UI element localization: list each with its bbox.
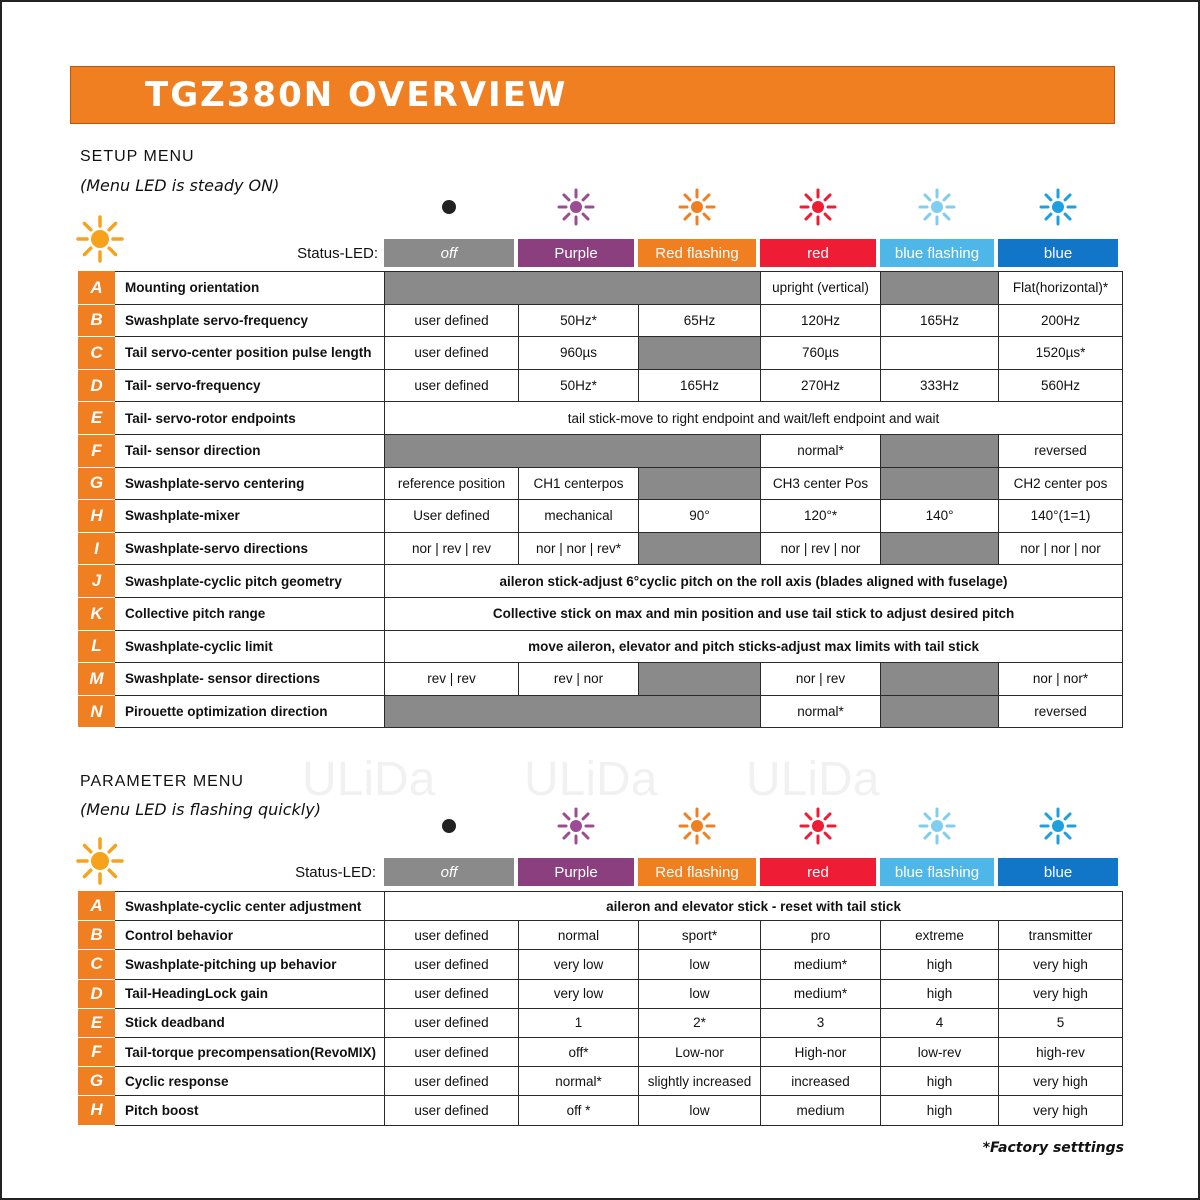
orange-led-icon [677,187,717,227]
led-header-red: red [760,858,876,886]
row-letter: E [79,1008,115,1037]
value-cell: pro [761,921,881,950]
table-row [79,630,1123,663]
value-cell: nor | nor | rev* [519,532,639,565]
table-row [79,1096,1123,1125]
watermark: ULiDa [746,753,880,806]
row-name: Swashplate- sensor directions [115,663,385,696]
value-cell: user defined [385,979,519,1008]
row-letter: E [79,402,115,435]
value-cell: low [639,950,761,979]
value-cell: normal* [519,1067,639,1096]
value-cell: slightly increased [639,1067,761,1096]
parameter-menu-title: PARAMETER MENU [80,773,244,790]
parameter-menu-table [78,891,1123,1126]
purple-led-icon [556,806,596,846]
value-cell: nor | nor | nor [999,532,1123,565]
value-cell: reference position [385,467,519,500]
value-cell: very high [999,1067,1123,1096]
table-row [79,892,1123,921]
table-row [79,500,1123,533]
gray-cell [881,663,999,696]
value-cell: medium* [761,950,881,979]
value-cell: reversed [999,434,1123,467]
value-cell: CH2 center pos [999,467,1123,500]
value-cell: High-nor [761,1037,881,1066]
table-row [79,337,1123,370]
value-cell: 333Hz [881,369,999,402]
value-cell: rev | nor [519,663,639,696]
value-cell: 1520µs* [999,337,1123,370]
value-cell: user defined [385,950,519,979]
page-title: TGZ380N OVERVIEW [145,75,568,115]
watermark: ULiDa [524,753,658,806]
led-header-blue-flashing: blue flashing [880,239,994,267]
value-cell: 760µs [761,337,881,370]
value-cell: off* [519,1037,639,1066]
led-header-red-flashing: Red flashing [638,858,756,886]
blue-led-icon [1038,806,1078,846]
table-row [79,402,1123,435]
led-header-red: red [760,239,876,267]
setup-menu-subtitle: (Menu LED is steady ON) [80,176,280,195]
value-cell: 140° [881,500,999,533]
row-letter: H [79,1096,115,1125]
gray-cell [385,272,761,305]
value-cell: transmitter [999,921,1123,950]
row-name: Tail- servo-frequency [115,369,385,402]
value-cell: 3 [761,1008,881,1037]
value-cell: 50Hz* [519,369,639,402]
setup-menu-table [78,271,1123,728]
table-row [79,565,1123,598]
table-row [79,1008,1123,1037]
gray-cell [385,695,761,728]
title-banner [70,66,1115,124]
table-row [79,434,1123,467]
led-header-purple: Purple [518,239,634,267]
value-cell: normal* [761,695,881,728]
table-row [79,467,1123,500]
row-name: Tail- sensor direction [115,434,385,467]
row-name: Swashplate servo-frequency [115,304,385,337]
row-name: Tail-HeadingLock gain [115,979,385,1008]
value-cell: mechanical [519,500,639,533]
value-cell: 120Hz [761,304,881,337]
value-cell: high [881,1096,999,1125]
table-row [79,663,1123,696]
lightblue-led-icon [917,806,957,846]
row-name: Swashplate-cyclic pitch geometry [115,565,385,598]
led-header-blue: blue [998,858,1118,886]
gray-cell [881,695,999,728]
value-cell: 50Hz* [519,304,639,337]
value-cell: user defined [385,304,519,337]
row-name: Tail- servo-rotor endpoints [115,402,385,435]
dot-icon [442,819,456,833]
table-row [79,979,1123,1008]
row-name: Swashplate-servo directions [115,532,385,565]
value-cell: 140°(1=1) [999,500,1123,533]
table-row [79,369,1123,402]
row-letter: C [79,337,115,370]
value-cell: 65Hz [639,304,761,337]
value-cell: User defined [385,500,519,533]
value-cell: CH3 center Pos [761,467,881,500]
value-cell: 960µs [519,337,639,370]
parameter-menu-subtitle: (Menu LED is flashing quickly) [80,800,321,819]
value-cell: 560Hz [999,369,1123,402]
value-cell: very low [519,979,639,1008]
value-cell: tail stick-move to right endpoint and wait/left endpoint and wait [385,402,1123,435]
row-name: Control behavior [115,921,385,950]
value-cell: high-rev [999,1037,1123,1066]
value-cell: Flat(horizontal)* [999,272,1123,305]
row-name: Collective pitch range [115,597,385,630]
gray-cell [385,434,761,467]
value-cell: aileron stick-adjust 6°cyclic pitch on the roll axis (blades aligned with fuselage) [385,565,1123,598]
value-cell: nor | rev [761,663,881,696]
row-name: Cyclic response [115,1067,385,1096]
led-header-blue: blue [998,239,1118,267]
gray-cell [881,272,999,305]
value-cell: off * [519,1096,639,1125]
row-letter: N [79,695,115,728]
blue-led-icon [1038,187,1078,227]
value-cell: low [639,1096,761,1125]
value-cell: 4 [881,1008,999,1037]
gray-cell [881,532,999,565]
row-letter: A [79,892,115,921]
value-cell: user defined [385,921,519,950]
red-led-icon [798,806,838,846]
value-cell: 1 [519,1008,639,1037]
row-name: Swashplate-cyclic limit [115,630,385,663]
row-letter: M [79,663,115,696]
table-row [79,272,1123,305]
orange-led-icon [677,806,717,846]
value-cell: 90° [639,500,761,533]
value-cell: user defined [385,1067,519,1096]
value-cell: Collective stick on max and min position and use tail stick to adjust desired pitch [385,597,1123,630]
value-cell: 165Hz [639,369,761,402]
value-cell: medium* [761,979,881,1008]
value-cell: user defined [385,337,519,370]
value-cell: very high [999,979,1123,1008]
value-cell: upright (vertical) [761,272,881,305]
value-cell: high [881,1067,999,1096]
row-name: Swashplate-mixer [115,500,385,533]
row-letter: D [79,369,115,402]
sun-icon [75,836,125,886]
led-header-off: off [384,858,514,886]
value-cell: normal* [761,434,881,467]
value-cell: 2* [639,1008,761,1037]
row-letter: J [79,565,115,598]
row-letter: K [79,597,115,630]
value-cell: nor | rev | nor [761,532,881,565]
row-letter: H [79,500,115,533]
led-header-purple: Purple [518,858,634,886]
table-row [79,304,1123,337]
value-cell: very high [999,1096,1123,1125]
gray-cell [881,434,999,467]
row-letter: B [79,921,115,950]
gray-cell [639,467,761,500]
gray-cell [639,532,761,565]
status-led-label: Status-LED: [295,864,376,881]
gray-cell [639,337,761,370]
value-cell: increased [761,1067,881,1096]
value-cell: 270Hz [761,369,881,402]
row-letter: I [79,532,115,565]
row-letter: C [79,950,115,979]
row-name: Tail servo-center position pulse length [115,337,385,370]
setup-menu-title: SETUP MENU [80,148,195,165]
row-letter: F [79,1037,115,1066]
value-cell: user defined [385,1037,519,1066]
value-cell: sport* [639,921,761,950]
value-cell: low-rev [881,1037,999,1066]
row-letter: B [79,304,115,337]
row-letter: F [79,434,115,467]
value-cell: rev | rev [385,663,519,696]
factory-settings-footnote: *Factory setttings [982,1140,1124,1156]
value-cell: aileron and elevator stick - reset with tail stick [385,892,1123,921]
lightblue-led-icon [917,187,957,227]
value-cell: normal [519,921,639,950]
table-row [79,695,1123,728]
led-header-blue-flashing: blue flashing [880,858,994,886]
row-name: Stick deadband [115,1008,385,1037]
purple-led-icon [556,187,596,227]
table-row [79,950,1123,979]
table-row [79,921,1123,950]
value-cell: user defined [385,369,519,402]
value-cell: nor | rev | rev [385,532,519,565]
row-letter: L [79,630,115,663]
value-cell: reversed [999,695,1123,728]
status-led-label: Status-LED: [297,245,378,262]
gray-cell [881,467,999,500]
led-header-red-flashing: Red flashing [638,239,756,267]
row-name: Swashplate-cyclic center adjustment [115,892,385,921]
value-cell: user defined [385,1096,519,1125]
red-led-icon [798,187,838,227]
row-letter: G [79,1067,115,1096]
row-name: Swashplate-servo centering [115,467,385,500]
value-cell: CH1 centerpos [519,467,639,500]
value-cell: move aileron, elevator and pitch sticks-adjust max limits with tail stick [385,630,1123,663]
value-cell: extreme [881,921,999,950]
value-cell: user defined [385,1008,519,1037]
row-letter: G [79,467,115,500]
value-cell: low [639,979,761,1008]
value-cell: high [881,950,999,979]
table-row [79,1067,1123,1096]
value-cell: 200Hz [999,304,1123,337]
sun-icon [75,214,125,264]
value-cell: very high [999,950,1123,979]
value-cell: 5 [999,1008,1123,1037]
value-cell: Low-nor [639,1037,761,1066]
value-cell: medium [761,1096,881,1125]
value-cell [881,337,999,370]
row-name: Tail-torque precompensation(RevoMIX) [115,1037,385,1066]
value-cell: 120°* [761,500,881,533]
row-letter: D [79,979,115,1008]
value-cell: high [881,979,999,1008]
gray-cell [639,663,761,696]
row-name: Pitch boost [115,1096,385,1125]
table-row [79,1037,1123,1066]
row-name: Mounting orientation [115,272,385,305]
value-cell: very low [519,950,639,979]
table-row [79,597,1123,630]
value-cell: 165Hz [881,304,999,337]
dot-icon [442,200,456,214]
watermark: ULiDa [302,753,436,806]
row-letter: A [79,272,115,305]
led-header-off: off [384,239,514,267]
row-name: Swashplate-pitching up behavior [115,950,385,979]
row-name: Pirouette optimization direction [115,695,385,728]
value-cell: nor | nor* [999,663,1123,696]
table-row [79,532,1123,565]
